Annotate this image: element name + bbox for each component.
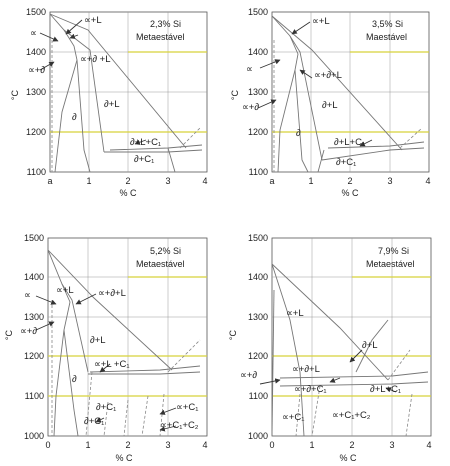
y-tick: 1500	[247, 233, 268, 243]
phase-label: ∂+L	[104, 99, 120, 110]
y-tick: 1100	[24, 391, 44, 401]
phase-label: ∝+L +C₁	[94, 359, 130, 370]
phase-label: ∝+∂	[242, 102, 260, 113]
panel-2-type-note: Maestável	[366, 32, 408, 42]
x-tick: 3	[387, 176, 393, 186]
y-tick: 1400	[23, 272, 44, 282]
y-tick: 1500	[23, 233, 44, 243]
phase-label: ∝+C₁+C₂	[332, 410, 371, 421]
phase-label: ∝	[24, 290, 31, 301]
y-axis-label: °C	[10, 89, 20, 101]
phase-label: ∝+∂+L	[314, 70, 342, 81]
panel-3-x-ticks	[45, 440, 207, 450]
x-tick: 1	[308, 176, 314, 186]
phase-label: ∝+L	[56, 285, 74, 296]
panel-3-si-note: 5,2% Si	[150, 246, 182, 256]
panel-3-y-ticks	[24, 233, 44, 441]
panel-5-2-si	[4, 233, 208, 463]
phase-label: ∝+C₁+C₂	[160, 420, 199, 431]
x-tick: a	[47, 176, 53, 186]
panel-2-y-ticks	[248, 7, 268, 177]
phase-label: ∂+C₁	[134, 154, 155, 165]
phase-label: ∝+∂	[240, 370, 258, 381]
y-tick: 1000	[247, 431, 268, 441]
y-tick: 1200	[25, 127, 46, 137]
phase-label: ∂+L	[90, 335, 106, 346]
x-tick: 2	[349, 440, 355, 450]
y-tick: 1100	[26, 167, 46, 177]
y-tick: 1400	[247, 47, 268, 57]
phase-label: ∂	[72, 374, 77, 385]
x-tick: 3	[389, 440, 395, 450]
x-tick: 2	[347, 176, 353, 186]
panel-1-x-ticks	[47, 176, 207, 186]
x-tick: a	[269, 176, 275, 186]
phase-label: ∂+L+C₁	[370, 384, 402, 395]
x-tick: 1	[309, 440, 315, 450]
panel-1-type-note: Metaestável	[136, 32, 185, 42]
y-tick: 1300	[25, 87, 46, 97]
x-tick: 0	[45, 440, 51, 450]
phase-label: ∝+∂	[20, 326, 38, 337]
x-axis-label: % C	[119, 188, 137, 198]
phase-label: ∂	[296, 128, 301, 139]
phase-label: ∂+C₁	[336, 157, 357, 168]
phase-label: ∂+C₁	[96, 402, 117, 413]
y-tick: 1300	[247, 312, 268, 322]
panel-2-x-ticks	[269, 176, 430, 186]
x-tick: 4	[425, 176, 431, 186]
y-tick: 1200	[247, 127, 268, 137]
phase-label: ∂	[72, 112, 77, 123]
phase-label: ∝+∂	[28, 65, 46, 76]
x-tick: 1	[86, 176, 92, 186]
x-tick: 3	[165, 440, 171, 450]
x-axis-label: % C	[341, 188, 359, 198]
phase-label: ∂+L	[362, 340, 378, 351]
y-axis-label: °C	[228, 329, 238, 341]
phase-label: ∂+C₁	[84, 416, 105, 427]
x-tick: 1	[85, 440, 91, 450]
y-axis-label: °C	[4, 329, 14, 341]
panel-2-3-si	[10, 7, 208, 198]
phase-label: ∝+C₁	[176, 402, 199, 413]
panel-1-arrows	[40, 20, 146, 144]
x-tick: 2	[125, 440, 131, 450]
panel-2-si-note: 3,5% Si	[372, 19, 404, 29]
y-tick: 1100	[248, 167, 268, 177]
phase-label: ∝+L	[286, 308, 304, 319]
x-tick: 4	[426, 440, 432, 450]
phase-label: ∝+L	[84, 15, 102, 26]
y-tick: 1000	[23, 431, 44, 441]
phase-label: ∂+L+C₁	[334, 137, 366, 148]
y-tick: 1400	[25, 47, 46, 57]
phase-label: ∝+∂+C₁	[294, 384, 327, 395]
x-tick: 2	[125, 176, 131, 186]
panel-4-y-ticks	[248, 233, 268, 441]
x-axis-label: % C	[339, 453, 357, 463]
y-tick: 1400	[247, 272, 268, 282]
phase-label: ∝+∂+L	[98, 288, 126, 299]
phase-label: ∝+∂ +L	[80, 54, 111, 65]
phase-label: ∂+L+C₁	[130, 137, 162, 148]
phase-label: ∝	[30, 28, 37, 39]
x-tick: 3	[165, 176, 171, 186]
phase-label: ∝+L	[312, 16, 330, 27]
x-tick: 0	[269, 440, 275, 450]
x-tick: 4	[202, 440, 208, 450]
y-tick: 1300	[23, 312, 44, 322]
y-tick: 1300	[247, 87, 268, 97]
y-tick: 1200	[23, 351, 44, 361]
y-tick: 1100	[248, 391, 268, 401]
x-tick: 4	[202, 176, 208, 186]
phase-label: ∂+L	[322, 100, 338, 111]
phase-label: ∝+C₁	[282, 412, 305, 423]
panel-1-si-note: 2,3% Si	[150, 19, 182, 29]
y-tick: 1500	[25, 7, 46, 17]
panel-3-type-note: Metaestável	[136, 259, 185, 269]
panel-4-x-ticks	[269, 440, 431, 450]
panel-7-9-si	[228, 233, 432, 463]
panel-4-type-note: Metaestável	[366, 259, 415, 269]
y-tick: 1200	[247, 351, 268, 361]
x-axis-label: % C	[115, 453, 133, 463]
panel-4-si-note: 7,9% Si	[378, 246, 410, 256]
phase-label: ∝+∂+L	[292, 364, 320, 375]
panel-3-5-si	[230, 7, 431, 198]
y-axis-label: °C	[230, 89, 240, 101]
phase-label: ∝	[246, 64, 253, 75]
y-tick: 1500	[247, 7, 268, 17]
